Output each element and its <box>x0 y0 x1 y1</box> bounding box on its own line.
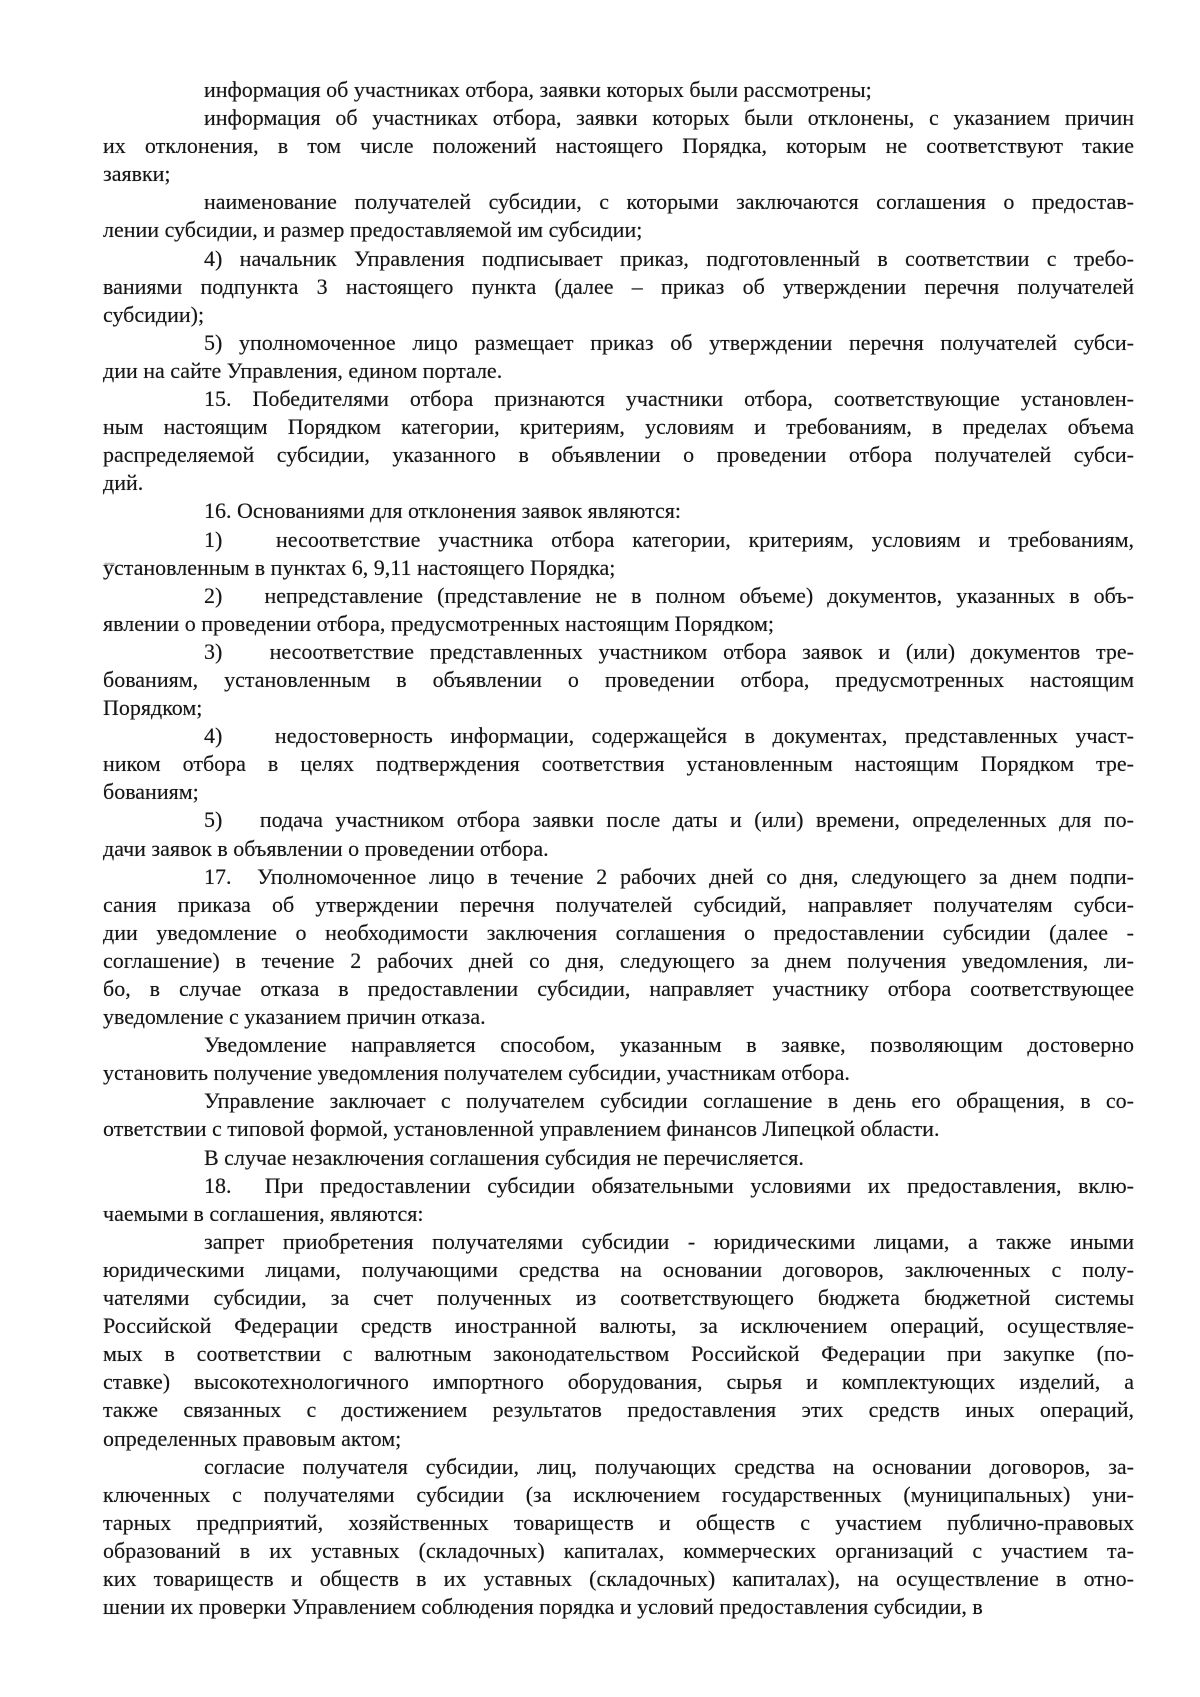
text-line: дии уведомление о необходимости заключения соглашения о предоставлении субсидии (далее - <box>103 919 1134 945</box>
paragraph <box>103 1031 1134 1087</box>
text-line: бованиям; <box>103 779 199 805</box>
text-line: заявки; <box>103 161 171 187</box>
paragraph <box>103 329 1134 385</box>
text-line: шении их проверки Управлением соблюдения порядка и условий предоставления субсидии, в <box>103 1594 983 1620</box>
text-line: установленным в пунктах 6, 9,11 настоящего Порядка; <box>103 554 616 580</box>
text-line: 4) недостоверность информации, содержащейся в документах, представленных участ- <box>204 723 1134 749</box>
text-line: дии на сайте Управления, едином портале. <box>103 357 503 383</box>
text-line: ставке) высокотехнологичного импортного оборудования, сырья и комплектующих изделий, а <box>103 1369 1134 1395</box>
text-line: также связанных с достижением результатов предоставления этих средств иных операций, <box>103 1397 1134 1423</box>
text-line: запрет приобретения получателями субсидии - юридическими лицами, а также иными <box>204 1228 1134 1254</box>
text-line: Уведомление направляется способом, указанным в заявке, позволяющим достоверно <box>204 1032 1134 1058</box>
paragraph <box>103 385 1134 497</box>
text-line: ваниями подпункта 3 настоящего пункта (далее – приказ об утверждении перечня получателей <box>103 273 1134 299</box>
text-line: 18. При предоставлении субсидии обязательными условиями их предоставления, вклю- <box>204 1172 1134 1198</box>
text-line: ответствии с типовой формой, установленной управлением финансов Липецкой области. <box>103 1116 940 1142</box>
text-line: ником отбора в целях подтверждения соответствия установленным настоящим Порядком тре- <box>103 751 1134 777</box>
text-line: 3) несоответствие представленных участником отбора заявок и (или) документов тре- <box>204 638 1134 664</box>
paragraph <box>103 1453 1134 1622</box>
paragraph <box>103 526 1134 582</box>
text-line: чаемыми в соглашения, являются: <box>103 1200 424 1226</box>
paragraph <box>103 582 1134 638</box>
text-line: 2) непредставление (представление не в полном объеме) документов, указанных в объ- <box>204 582 1134 608</box>
text-line: наименование получателей субсидии, с которыми заключаются соглашения о предостав- <box>204 189 1134 215</box>
paragraph <box>103 722 1134 806</box>
text-line: юридическими лицами, получающими средства на основании договоров, заключенных с полу- <box>103 1256 1134 1282</box>
text-line: лении субсидии, и размер предоставляемой им субсидии; <box>103 217 643 243</box>
paragraph <box>103 1172 1134 1228</box>
paragraph <box>103 1087 1134 1143</box>
text-line: тарных предприятий, хозяйственных товариществ и обществ с участием публично-правовых <box>103 1509 1134 1535</box>
text-line: 15. Победителями отбора признаются участники отбора, соответствующие установлен- <box>204 386 1134 412</box>
text-line: ких товариществ и обществ в их уставных (складочных) капиталах), на осуществление в отно- <box>103 1565 1134 1591</box>
text-line: 5) подача участником отбора заявки после даты и (или) времени, определенных для по- <box>204 807 1134 833</box>
paragraph <box>103 638 1134 722</box>
paragraph <box>103 863 1134 1032</box>
text-line: 1) несоответствие участника отбора категории, критериям, условиям и требованиям, <box>204 526 1134 552</box>
text-line: дий. <box>103 470 144 496</box>
text-line: определенных правовым актом; <box>103 1425 402 1451</box>
paragraph <box>103 245 1134 329</box>
paragraph <box>103 1144 1134 1172</box>
text-line: В случае незаключения соглашения субсидия не перечисляется. <box>204 1144 804 1170</box>
text-line: установить получение уведомления получателем субсидии, участникам отбора. <box>103 1060 850 1086</box>
text-line: 5) уполномоченное лицо размещает приказ об утверждении перечня получателей субси- <box>204 329 1134 355</box>
paragraph <box>103 188 1134 244</box>
paragraph <box>103 104 1134 188</box>
document-text-block <box>103 76 1134 1621</box>
text-line: 17. Уполномоченное лицо в течение 2 рабочих дней со дня, следующего за днем подпи- <box>204 863 1134 889</box>
text-line: информация об участниках отбора, заявки которых были рассмотрены; <box>204 77 872 102</box>
text-line: мых в соответствии с валютным законодательством Российской Федерации при закупке (по- <box>103 1341 1134 1367</box>
text-line: ключенных с получателями субсидии (за исключением государственных (муниципальных) уни- <box>103 1481 1134 1507</box>
text-line: Управление заключает с получателем субсидии соглашение в день его обращения, в со- <box>204 1088 1134 1114</box>
text-line: распределяемой субсидии, указанного в объявлении о проведении отбора получателей субси- <box>103 442 1134 468</box>
text-line: ным настоящим Порядком категории, критериям, условиям и требованиям, в пределах объема <box>103 414 1134 440</box>
text-line: согласие получателя субсидии, лиц, получающих средства на основании договоров, за- <box>204 1453 1134 1479</box>
text-line: субсидии); <box>103 301 205 327</box>
text-line: чателями субсидии, за счет полученных из соответствующего бюджета бюджетной системы <box>103 1285 1134 1311</box>
paragraph <box>103 76 1134 104</box>
text-line: соглашение) в течение 2 рабочих дней со дня, следующего за днем получения уведомления, ли- <box>103 947 1134 973</box>
text-line: информация об участниках отбора, заявки которых были отклонены, с указанием причин <box>204 105 1134 131</box>
paragraph <box>103 497 1134 525</box>
text-line: образований в их уставных (складочных) капиталах, коммерческих организаций с участием та- <box>103 1537 1134 1563</box>
text-line: явлении о проведении отбора, предусмотренных настоящим Порядком; <box>103 610 775 636</box>
paragraph <box>103 1228 1134 1453</box>
text-line: 4) начальник Управления подписывает приказ, подготовленный в соответствии с требо- <box>204 245 1134 271</box>
paragraph <box>103 806 1134 862</box>
text-line: дачи заявок в объявлении о проведении отбора. <box>103 835 549 861</box>
text-line: их отклонения, в том числе положений настоящего Порядка, которым не соответствуют такие <box>103 133 1134 159</box>
text-line: бо, в случае отказа в предоставлении субсидии, направляет участнику отбора соответствующее <box>103 976 1134 1001</box>
text-line: 16. Основаниями для отклонения заявок являются: <box>204 498 681 524</box>
text-line: Порядком; <box>103 695 203 721</box>
text-line: уведомление с указанием причин отказа. <box>103 1004 486 1030</box>
text-line: бованиям, установленным в объявлении о проведении отбора, предусмотренных настоящим <box>103 666 1134 692</box>
text-line: сания приказа об утверждении перечня получателей субсидий, направляет получателям субси- <box>103 891 1134 917</box>
text-line: Российской Федерации средств иностранной валюты, за исключением операций, осуществляе- <box>103 1313 1134 1339</box>
